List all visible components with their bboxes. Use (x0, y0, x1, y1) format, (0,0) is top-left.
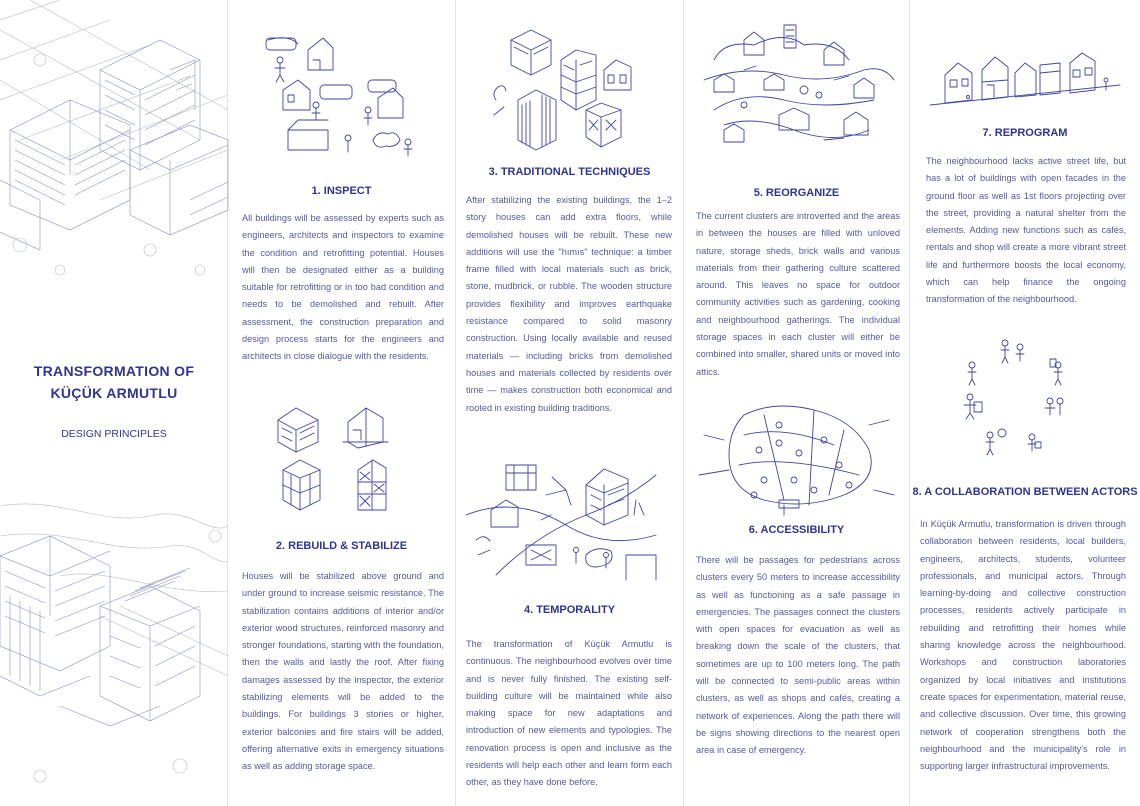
temporality-body: The transformation of Küçük Armutlu is continuous. The neighbourhood evolves over time and is never fully finished. The existing self-building culture will be maintained while also making space for new adaptations and introduction of new elements and typologies. The renovation process is open and inclusive as the residents will help each other and learn form each other, as they have done before. (466, 639, 672, 788)
accessibility-body: There will be passages for pedestrians across clusters every 50 meters to increase accessibility as well as functioning as a safe passage in emergencies. The passages connect the clusters with open spaces for evacuation as well as breaking down the scale of the clusters, that sometimes are up to 100 meters long. The path will be connected to semi-public areas within clusters, as well as shops and cafés, creating a network of experiences. Along the path there will be signs showing directions to the nearest open area in case of emergency. (696, 555, 900, 756)
inspect-heading: 1. INSPECT (311, 185, 372, 197)
reorganize-body: The current clusters are introverted and the areas in between the houses are filled with unloved nature, storage sheds, brick walls and various materials from their gathering culture scattered around. This leaves no space for outdoor community activities such as gardening, cooking and neighbourhood gatherings. The individual storage spaces in each cluster will either be combined into smaller, shared units or moved into attics. (696, 211, 900, 377)
panel-traditional-temporality (456, 0, 684, 806)
panel-reprogram-collaboration (910, 0, 1140, 806)
accessibility-map-illustration (684, 395, 910, 515)
cover-title-line2: KÜÇÜK ARMUTLU (50, 385, 178, 401)
reprogram-street-illustration (910, 35, 1140, 115)
rebuild-heading: 2. REBUILD & STABILIZE (275, 540, 408, 552)
inspect-body: All buildings will be assessed by experts such as engineers, architects and inspectors to examine the condition and retrofitting potential. Houses will then be designated either as a building suitable for retrofitting or in too bad condition and needs to be demolished and rebuilt. After assessment, the construction preparation and design process starts for the engineers and architects in close dialogue with the residents. (242, 213, 444, 362)
reprogram-heading: 7. REPROGRAM (982, 127, 1068, 139)
rebuild-body: Houses will be stabilized above ground and under ground to increase seismic resistance. The stabilization contains additions of interior and/or exterior wood structures, reinforced masonry and stronger foundations, starting with the foundation, then the walls and lastly the roof. After fixing damages assessed by the inspector, the exterior stabilizing elements will be added to the buildings. For buildings 3 stories or higher, exterior balconies and fire stairs will be added, offering alternative exits in emergency situations as well as adding storage space. (242, 571, 444, 772)
traditional-techniques-illustration (456, 25, 684, 155)
panel-inspect-rebuild (228, 0, 456, 806)
reprogram-body: The neighbourhood lacks active street life, but has a lot of buildings with open facades in the ground floor as well as 1st floors projecting over the street, providing a natural shelter from the elements. Adding new functions such as cafés, rentals and shop will create a more vibrant street life and furthermore boosts the local economy, which can help finance the ongoing transformation of the neighbourhood. (926, 156, 1126, 305)
accessibility-heading: 6. ACCESSIBILITY (748, 524, 845, 536)
collaboration-body: In Küçük Armutlu, transformation is driven through collaboration between residents, local builders, engineers, architects, students, volunteer professionals, and municipal actors. Through learning-by-doing and collective construction processes, residents actively participate in rebuilding and retrofitting their homes while sharing knowledge across the neighbourhood. Workshops and construction laboratories organized by local initiatives and institutions create spaces for experimentation, material reuse, and collective discussion. Over time, this growing network of cooperation strengthens both the neighbourhood and the municipality's role in supporting larger infrastructural improvements. (920, 519, 1126, 772)
temporality-illustration (456, 455, 684, 585)
collaboration-people-illustration (910, 335, 1140, 465)
cover-title (0, 360, 228, 404)
reorganize-heading: 5. REORGANIZE (753, 187, 840, 199)
cover-title-line1: TRANSFORMATION OF (33, 363, 195, 379)
panel-reorganize-accessibility (684, 0, 910, 806)
traditional-heading: 3. TRADITIONAL TECHNIQUES (488, 166, 651, 178)
axonometric-buildings-bottom (0, 496, 228, 806)
inspect-illustration (228, 30, 456, 160)
rebuild-illustration (228, 400, 456, 520)
traditional-body: After stabilizing the existing buildings, the 1–2 story houses can add extra floors, while demolished houses will be rebuilt. These new additions will use the "hımıs" technique: a timber frame filled with local materials such as brick, stone, mudbrick, or rubble. The wooden structure provides flexibility and improves earthquake resistance compared to solid masonry construction. Using locally available and reused materials — including bricks from demolished houses and materials collected by residents over time — makes construction both economical and rooted in existing building traditions. (466, 195, 672, 413)
temporality-heading: 4. TEMPORALITY (523, 604, 616, 616)
collaboration-heading: 8. A COLLABORATION BETWEEN ACTORS (912, 486, 1138, 498)
reorganize-illustration (684, 20, 910, 160)
cover-panel (0, 0, 228, 806)
cover-subtitle: DESIGN PRINCIPLES (61, 428, 167, 440)
axonometric-buildings-top (0, 0, 228, 300)
